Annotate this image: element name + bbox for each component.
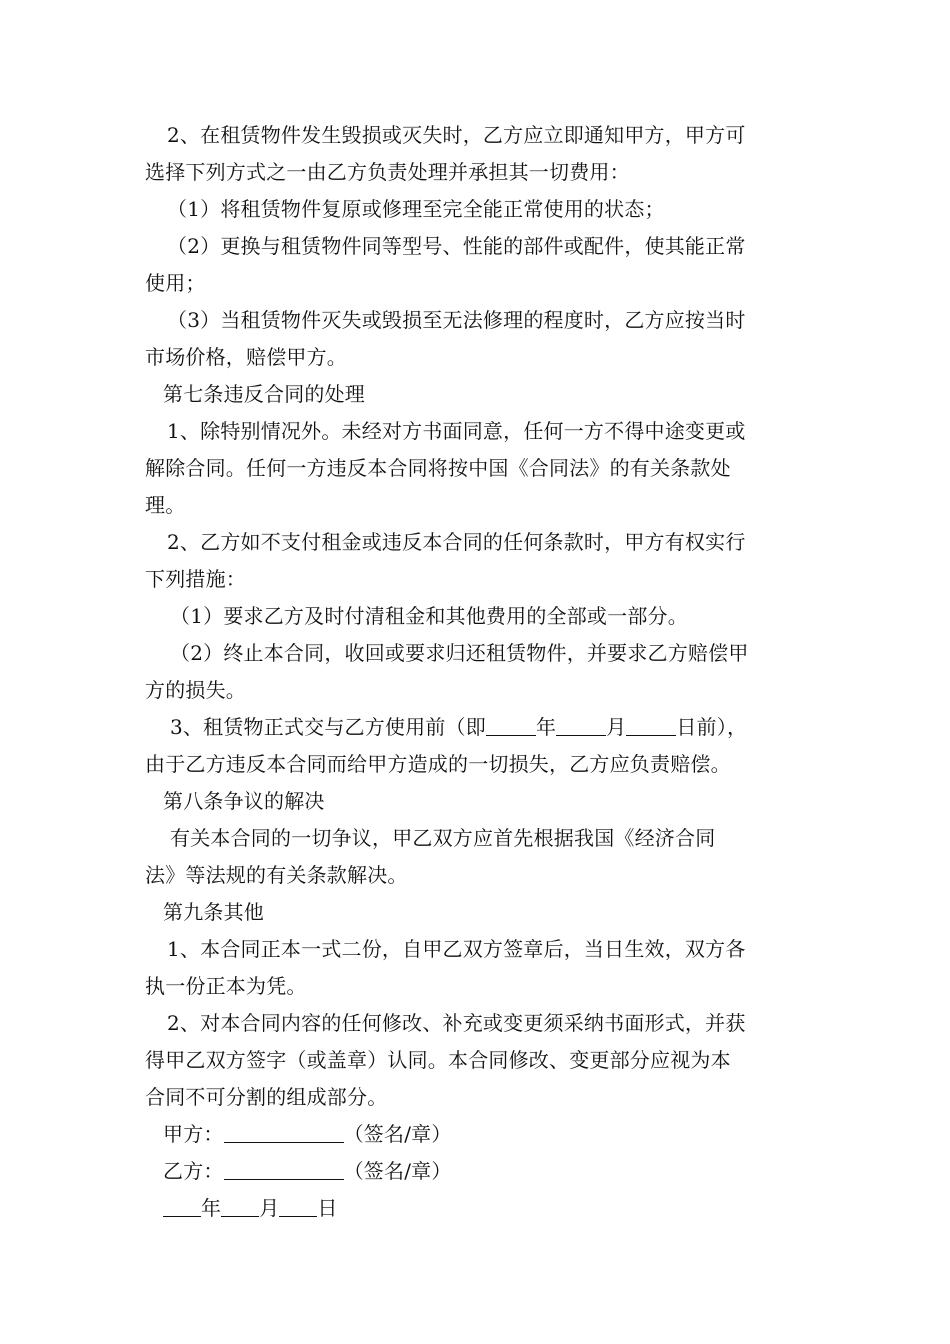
paragraph-line: 1、除特别情况外。未经对方书面同意，任何一方不得中途变更或 bbox=[167, 419, 746, 443]
date-line bbox=[145, 1190, 820, 1227]
paragraph-line: （1）要求乙方及时付清租金和其他费用的全部或一部分。 bbox=[170, 604, 688, 628]
section-heading: 第八条争议的解决 bbox=[163, 789, 325, 813]
party-b-signature-blank bbox=[224, 1159, 344, 1180]
day-blank bbox=[626, 715, 676, 736]
paragraph-line: 2、在租赁物件发生毁损或灭失时，乙方应立即通知甲方，甲方可 bbox=[167, 123, 746, 147]
paragraph-line: 法》等法规的有关条款解决。 bbox=[145, 863, 408, 887]
date-day-blank bbox=[279, 1196, 317, 1217]
party-a-signature-blank bbox=[224, 1122, 344, 1143]
paragraph-line: 2、乙方如不支付租金或违反本合同的任何条款时，甲方有权实行 bbox=[167, 530, 746, 554]
clause-3-suffix: 日前）， bbox=[676, 715, 748, 739]
clause-3-line bbox=[145, 709, 820, 746]
party-a-label: 甲方： bbox=[163, 1122, 224, 1146]
date-day-label: 日 bbox=[317, 1196, 338, 1220]
paragraph-line: （1）将租赁物件复原或修理至完全能正常使用的状态； bbox=[167, 197, 665, 221]
year-label: 年 bbox=[535, 715, 557, 739]
paragraph-line: 有关本合同的一切争议，甲乙双方应首先根据我国《经济合同 bbox=[170, 826, 716, 850]
month-blank bbox=[556, 715, 606, 736]
paragraph-line: 合同不可分割的组成部分。 bbox=[145, 1085, 388, 1109]
paragraph-line: 解除合同。任何一方违反本合同将按中国《合同法》的有关条款处 bbox=[145, 456, 731, 480]
party-b-label: 乙方： bbox=[163, 1159, 224, 1183]
paragraph-line: 方的损失。 bbox=[145, 678, 246, 702]
paragraph-line: 选择下列方式之一由乙方负责处理并承担其一切费用： bbox=[145, 160, 630, 184]
paragraph-line: 使用； bbox=[145, 271, 206, 295]
paragraph-line: 由于乙方违反本合同而给甲方造成的一切损失，乙方应负责赔偿。 bbox=[145, 752, 731, 776]
month-label: 月 bbox=[606, 715, 627, 739]
date-month-blank bbox=[221, 1196, 259, 1217]
section-heading: 第九条其他 bbox=[163, 900, 264, 924]
paragraph-line: 下列措施： bbox=[145, 567, 246, 591]
party-b-sign-note: （签名/章） bbox=[343, 1159, 452, 1183]
clause-3-prefix: 3、租赁物正式交与乙方使用前（即 bbox=[170, 715, 486, 739]
contract-page bbox=[145, 117, 820, 1227]
date-month-label: 月 bbox=[259, 1196, 280, 1220]
date-year-blank bbox=[163, 1196, 201, 1217]
paragraph-line: 执一份正本为凭。 bbox=[145, 974, 307, 998]
paragraph-line: 1、本合同正本一式二份，自甲乙双方签章后，当日生效，双方各 bbox=[167, 937, 746, 961]
paragraph-line: （2）更换与租赁物件同等型号、性能的部件或配件，使其能正常 bbox=[167, 234, 746, 258]
paragraph-line: 2、对本合同内容的任何修改、补充或变更须采纳书面形式，并获 bbox=[167, 1011, 746, 1035]
paragraph-line: 得甲乙双方签字（或盖章）认同。本合同修改、变更部分应视为本 bbox=[145, 1048, 731, 1072]
paragraph-line: 理。 bbox=[145, 493, 186, 517]
party-a-signature-line bbox=[145, 1116, 820, 1153]
paragraph-line: （3）当租赁物件灭失或毁损至无法修理的程度时，乙方应按当时 bbox=[167, 308, 746, 332]
paragraph-line: （2）终止本合同，收回或要求归还租赁物件，并要求乙方赔偿甲 bbox=[170, 641, 749, 665]
paragraph-line: 市场价格，赔偿甲方。 bbox=[145, 345, 347, 369]
party-a-sign-note: （签名/章） bbox=[343, 1122, 452, 1146]
party-b-signature-line bbox=[145, 1153, 820, 1190]
date-year-label: 年 bbox=[201, 1196, 222, 1220]
year-blank bbox=[486, 715, 536, 736]
section-heading: 第七条违反合同的处理 bbox=[163, 382, 365, 406]
